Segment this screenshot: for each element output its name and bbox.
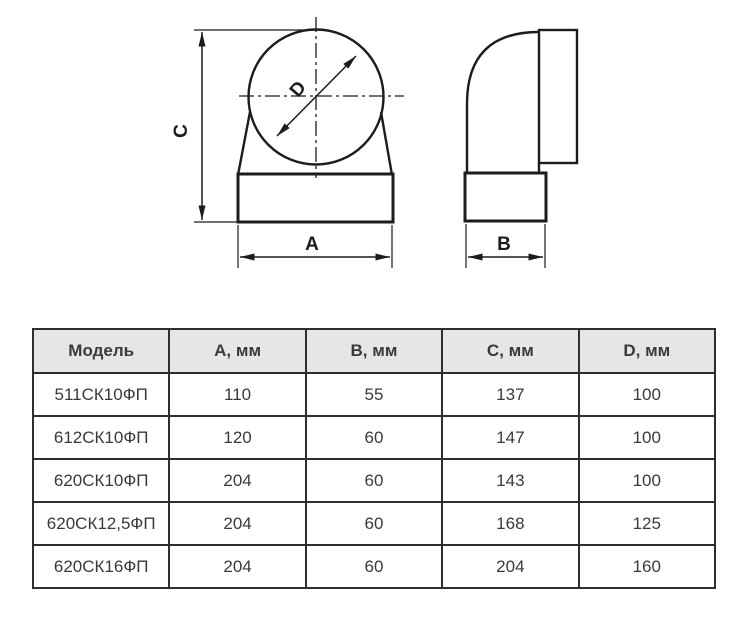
cell-d: 100 <box>579 373 715 416</box>
col-header-d: D, мм <box>579 329 715 373</box>
table-row <box>33 416 715 459</box>
side-view <box>465 30 577 268</box>
cell-c: 168 <box>442 502 578 545</box>
cell-model: 612СК10ФП <box>33 416 169 459</box>
side-flange <box>465 173 546 221</box>
cell-d: 100 <box>579 459 715 502</box>
dim-label-c: C <box>171 124 192 138</box>
table-row <box>33 545 715 588</box>
table-row <box>33 459 715 502</box>
cell-a: 120 <box>169 416 305 459</box>
cell-model: 620СК16ФП <box>33 545 169 588</box>
drawing-svg <box>0 0 753 315</box>
cell-d: 160 <box>579 545 715 588</box>
cell-model: 511СК10ФП <box>33 373 169 416</box>
transition-right-edge <box>381 112 392 175</box>
cell-a: 204 <box>169 502 305 545</box>
cell-a: 110 <box>169 373 305 416</box>
cell-c: 147 <box>442 416 578 459</box>
cell-model: 620СК12,5ФП <box>33 502 169 545</box>
front-view <box>171 17 404 268</box>
cell-a: 204 <box>169 459 305 502</box>
cell-c: 204 <box>442 545 578 588</box>
dim-label-a: A <box>305 234 319 255</box>
cell-b: 60 <box>306 459 442 502</box>
table-row <box>33 502 715 545</box>
col-header-c: C, мм <box>442 329 578 373</box>
elbow-outline <box>467 32 539 173</box>
table-row <box>33 373 715 416</box>
cell-b: 60 <box>306 545 442 588</box>
cell-b: 55 <box>306 373 442 416</box>
dim-label-d: D <box>285 77 311 102</box>
round-socket <box>539 30 577 163</box>
table-header-row <box>33 329 715 373</box>
cell-c: 143 <box>442 459 578 502</box>
front-flange <box>238 174 393 222</box>
transition-left-edge <box>238 112 250 175</box>
cell-b: 60 <box>306 416 442 459</box>
cell-b: 60 <box>306 502 442 545</box>
col-header-a: A, мм <box>169 329 305 373</box>
cell-a: 204 <box>169 545 305 588</box>
col-header-model: Модель <box>33 329 169 373</box>
cell-d: 125 <box>579 502 715 545</box>
technical-drawing <box>0 0 753 315</box>
cell-c: 137 <box>442 373 578 416</box>
cell-d: 100 <box>579 416 715 459</box>
dimensions-table <box>32 328 716 589</box>
cell-model: 620СК10ФП <box>33 459 169 502</box>
col-header-b: B, мм <box>306 329 442 373</box>
dim-label-b: B <box>497 234 511 255</box>
